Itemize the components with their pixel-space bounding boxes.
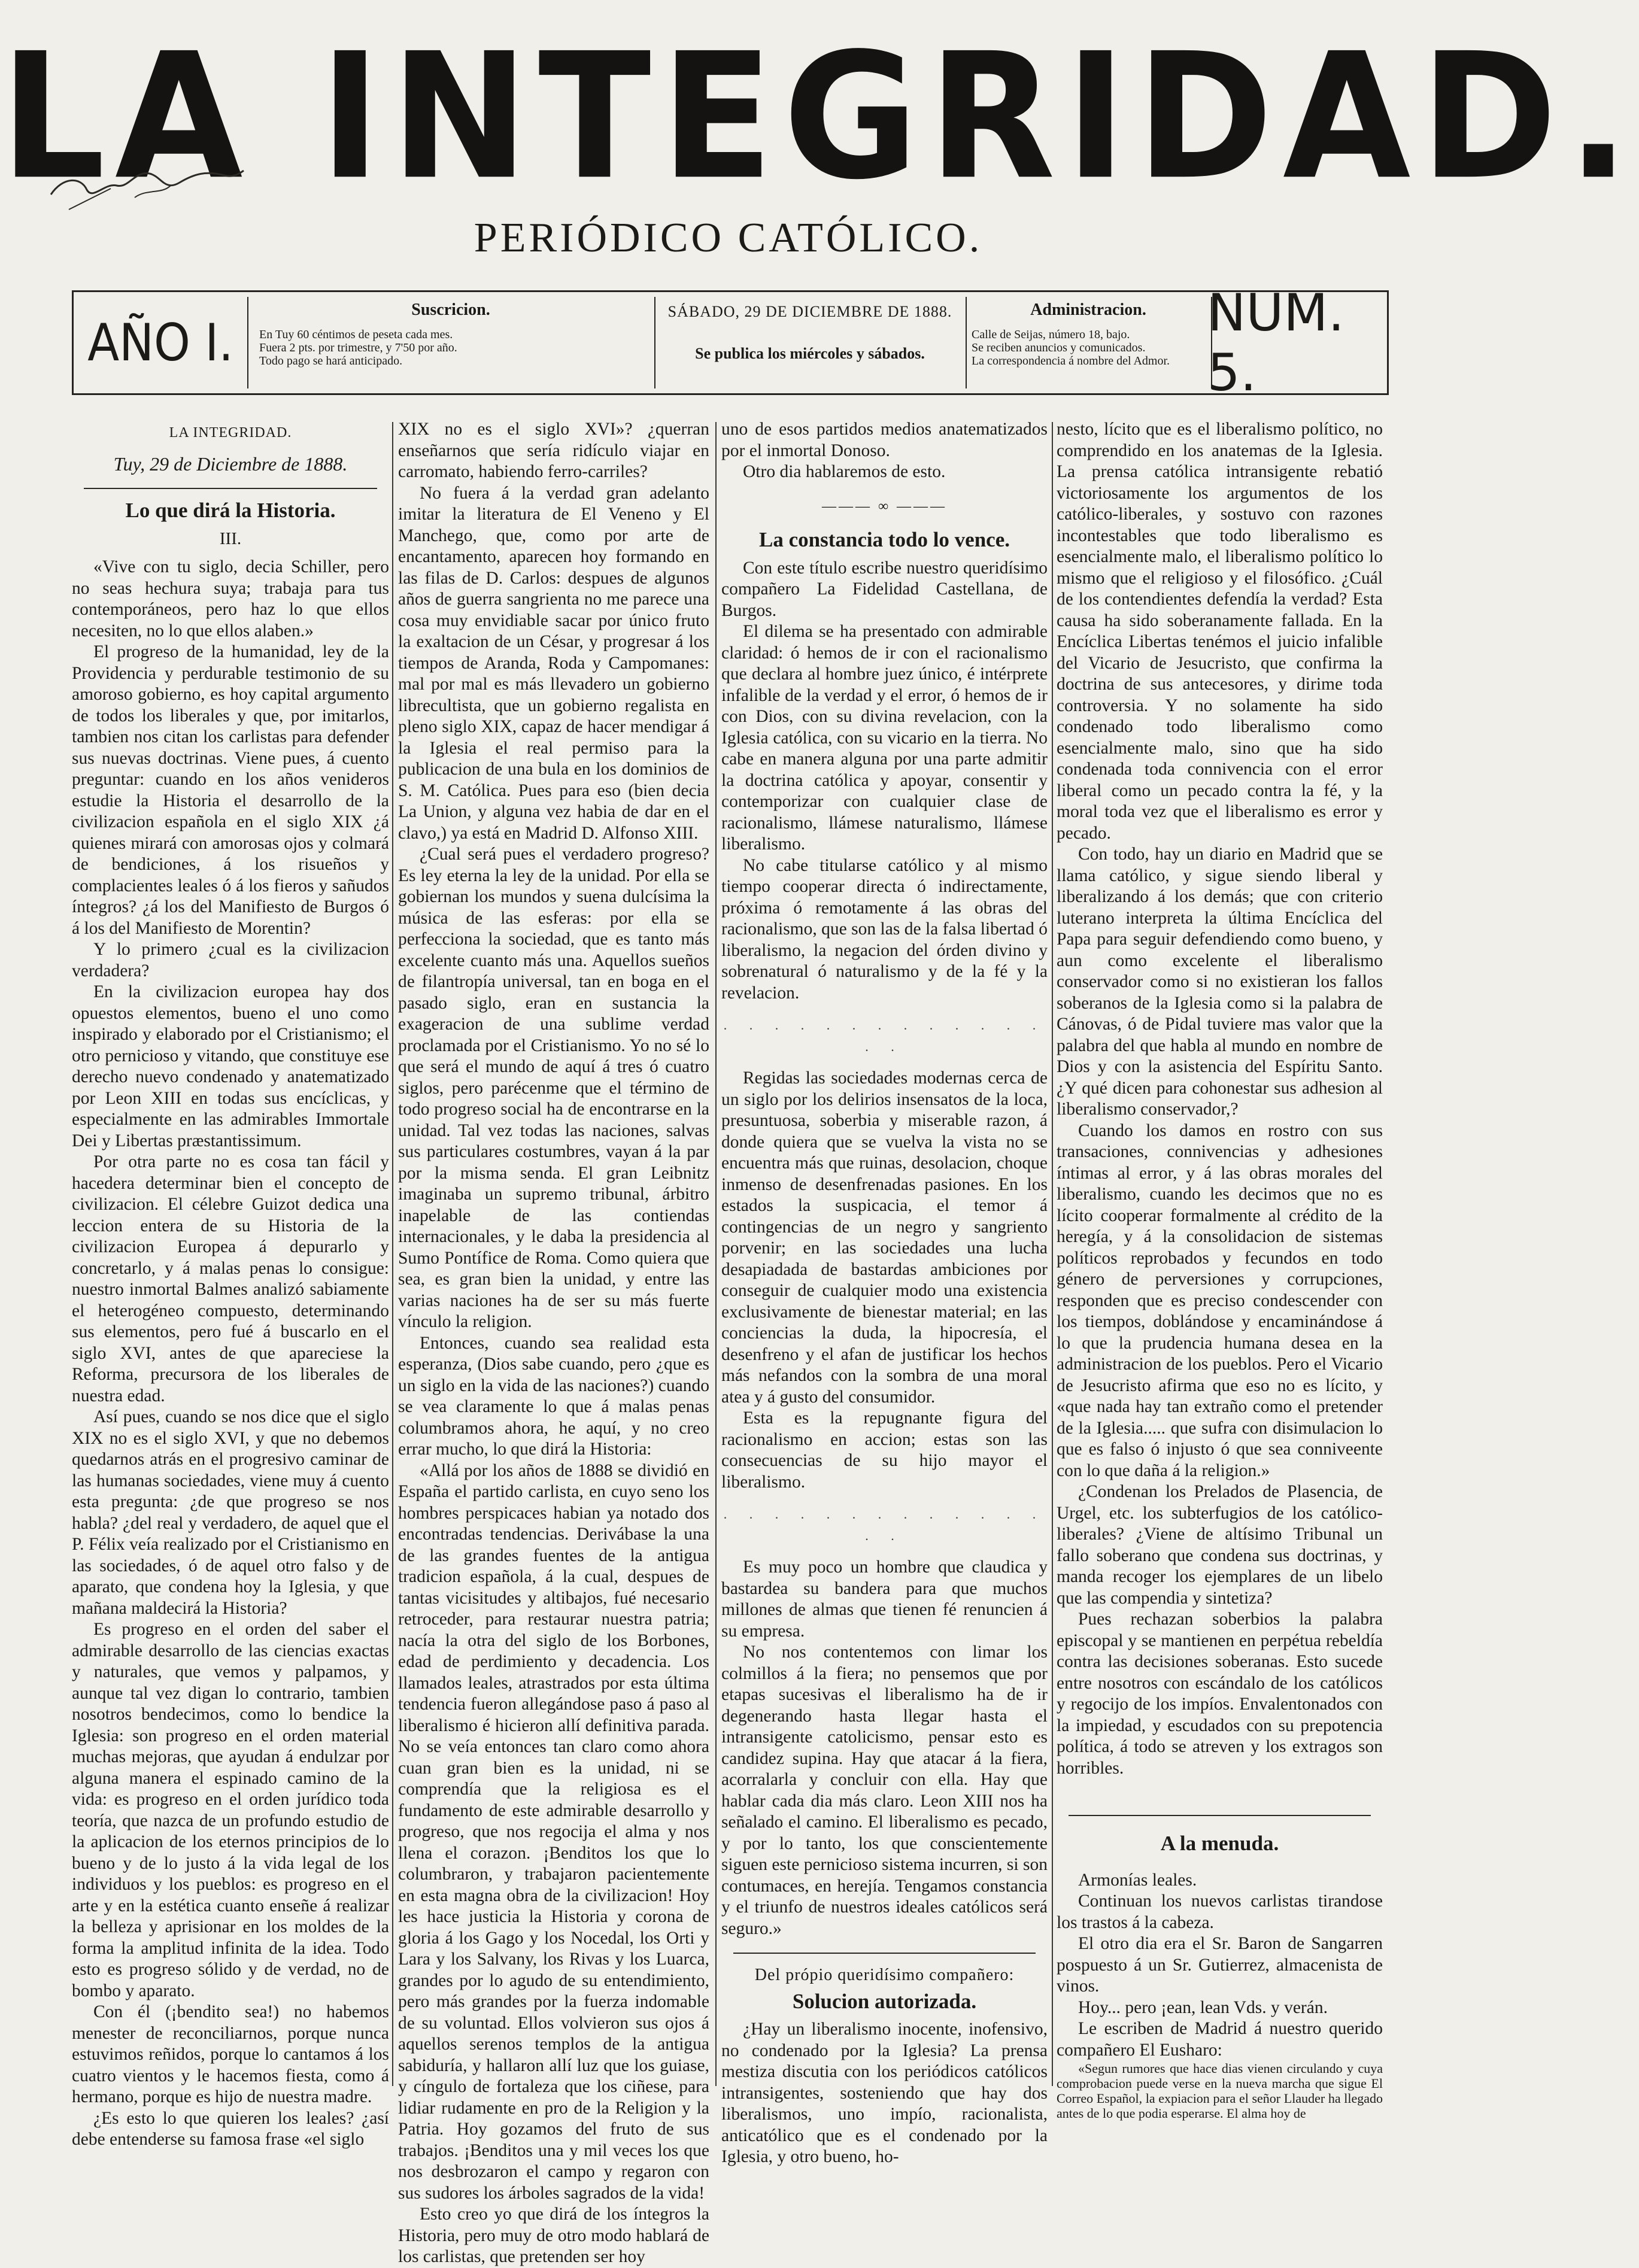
paragraph: Es muy poco un hombre que claudica y bastardea su bandera para que muchos millones de almas que tienen fé renuncien á su empresa.: [721, 1557, 1048, 1641]
dateline: Tuy, 29 de Diciembre de 1888.: [113, 453, 348, 475]
paragraph: Esto creo yo que dirá de los íntegros la Historia, pero muy de otro modo hablará de los carlistas, que pretenden ser hoy: [398, 2205, 709, 2266]
paragraph: No cabe titularse católico y al mismo tiempo cooperar directa ó indirectamente, próxima ó remotamente á las obras del racionalismo, que son las de la falsa libertad ó liberalismo, la negacion del órden divino y sobrenatural ó naturalismo y de la fé y la revelacion.: [721, 855, 1048, 1003]
ellipsis-divider: . . . . . . . . . . . . . . .: [723, 1018, 1046, 1054]
paragraph: Esta es la repugnante figura del racionalismo en accion; estas son las consecuencias de su hijo mayor el liberalismo.: [721, 1408, 1048, 1492]
administration-box: [966, 292, 1211, 393]
subscription-heading: Suscricion.: [411, 300, 490, 319]
column-2: [398, 419, 709, 2266]
column-rule: [715, 422, 717, 2086]
paragraph: El otro dia era el Sr. Baron de Sangarren pospuesto á un Sr. Gutierrez, almacenista de vinos.: [1057, 1934, 1383, 1996]
paragraph: ¿Cual será pues el verdadero progreso? Es ley eterna la ley de la unidad. Por ella se gobiernan los mundos y suena dulcísima la música de las esferas: por ella se perfecciona la sociedad, que es tanto más excelente cuanto más una. Aquellos sueños de filantropía universal, tan en boga en el pasado siglo, eran en sustancia la exageracion de una sublime verdad proclamada por el Cristianismo. Yo no sé lo que será el mundo de aquí á tres ó cuatro siglos, pero parécenme que el término de todo progreso social ha de encontrarse en la unidad. Tal vez todas las naciones, salvas sus particulares costumbres, vayan á la par por la misma senda. El gran Leibnitz imaginaba un supremo tribunal, árbitro inapelable de las contiendas internacionales, y le daba la presidencia al Sumo Pontífice de Roma. Como quiera que sea, es gran bien la unidad, y entre las varias naciones ha de ser su más fuerte vínculo la religion.: [398, 845, 709, 1331]
paragraph: Con este título escribe nuestro queridísimo compañero La Fidelidad Castellana, de Burgos.: [721, 558, 1048, 620]
separator: [733, 1953, 1036, 1954]
paragraph: Es progreso en el orden del saber el admirable desarrollo de las ciencias exactas y naturales, que vemos y palpamos, y aunque tal vez digan lo contrario, tambien nosotros bendecimos, como lo bendice la Iglesia: son progreso en el orden material muchas mejoras, que ayudan á endulzar por alguna manera el espinado camino de la vida: es progreso en el orden jurídico toda teoría, que nazca de un profundo estudio de la aplicacion de los eternos principios de lo bueno y de lo justo á la vida legal de los individuos y los pueblos: es progreso en el arte y en la estética cuanto enseñe á realizar la belleza y aprisionar en los moldes de la forma la amplitud infinita de la idea. Todo esto es progreso sólido y de verdad, no de bombo y aparato.: [72, 1620, 389, 2000]
paragraph: En la civilizacion europea hay dos opuestos elementos, bueno el uno como inspirado y elaborado por el Cristianismo; el otro pernicioso y vitando, que constituye ese derecho nuevo condenado y anatematizado por Leon XIII en todas sus encíclicas, y especialmente en las admirables Immortale Dei y Libertas præstantissimum.: [72, 982, 389, 1150]
separator: [84, 488, 377, 489]
paragraph: XIX no es el siglo XVI»? ¿querran enseñarnos que sería ridículo viajar en carromato, habiendo ferro-carriles?: [398, 420, 709, 481]
paragraph: Por otra parte no es cosa tan fácil y hacedera determinar bien el concepto de civilizacion. El célebre Guizot dedica una leccion entera de su Historia de la civilizacion Europea á depurarlo y concretarlo, y á malas penas lo consigue: nuestro inmortal Balmes analizó sabiamente el heterogéneo compuesto, determinando sus elementos, pero fué á buscarlo en el siglo XVI, antes de que apareciese la Reforma, precursora de los liberales de nuestra edad.: [72, 1152, 389, 1405]
article-title: Lo que dirá la Historia.: [125, 499, 336, 522]
paragraph: Otro dia hablaremos de esto.: [743, 462, 946, 481]
column-rule: [392, 422, 393, 2086]
paragraph: Hoy... pero ¡ean, lean Vds. y verán.: [1078, 1997, 1328, 2017]
paragraph: uno de esos partidos medios anatematizados por el inmortal Donoso.: [721, 420, 1048, 460]
paragraph: Le escriben de Madrid á nuestro querido compañero El Eusharo:: [1057, 2019, 1383, 2060]
article-title: A la menuda.: [1160, 1832, 1279, 1855]
column-rule: [1052, 422, 1053, 2086]
publication-days: Se publica los miércoles y sábados.: [695, 345, 925, 362]
issue-date: SÁBADO, 29 DE DICIEMBRE DE 1888.: [667, 303, 952, 320]
paragraph: Armonías leales.: [1078, 1870, 1197, 1890]
date-box: [654, 292, 966, 393]
paragraph: ¿Es esto lo que quieren los leales? ¿así debe entenderse su famosa frase «el siglo: [72, 2108, 389, 2149]
paragraph: Continuan los nuevos carlistas tirandose los trastos á la cabeza.: [1057, 1891, 1383, 1932]
administration-line: Se reciben anuncios y comunicados.: [972, 341, 1146, 354]
paragraph: Regidas las sociedades modernas cerca de un siglo por los delirios insensatos de la loca, presuntuosa, soberbia y miserable razon, á donde quiera que se vuelva la vista no se encuentra más que ruinas, desolacion, choque inmenso de desenfrenadas pasiones. En los estados la suspicacia, el temor á contingencias de un negro y sangriento porvenir; en las sociedades una lucha desapiadada de bastardas ambiciones por conseguir de cualquier modo una existencia exclusivamente de bienestar material; en las conciencias la duda, la hipocresía, el desenfreno y el afan de justificar los hechos más nefandos con la sombra de una moral atea y á gusto del consumidor.: [721, 1068, 1048, 1407]
paragraph: «Allá por los años de 1888 se dividió en España el partido carlista, en cuyo seno los hombres perspicaces habian ya notado dos encontradas tendencias. Derivábase la una de las grandes fuentes de la antigua tradicion española, á la cual, despues de tantas vicisitudes y altibajos, fué necesario retroceder, para restaurar nuestra patria; nacía la otra del siglo de los Borbones, edad de perdimiento y decadencia. Los llamados leales, atrastrados por esta última tendencia fueron allegándose paso á paso al liberalismo é hicieron allí definitiva parada. No se veía entonces tan claro como ahora cuan gran bien es la unidad, ni se comprendía que la religiosa es el fundamento de este admirable desarrollo y progreso, que nos regocija el alma y nos llena el corazon. ¡Benditos los que lo columbraron, y trabajaron pacientemente en esta magna obra de la civilizacion! Hoy les hace justicia la Historia y corona de gloria á los Gago y los Nocedal, los Orti y Lara y los Salvany, los Rivas y los Luarca, grandes por lo agudo de su entendimiento, pero más grandes por la fuerza indomable de su voluntad. Ellos volvieron sus ojos á aquellos serenos templos de la antigua sabiduría, y hallaron allí luz que los guiase, y cíngulo de fortaleza que los ciñese, para lidiar rudamente en pro de la Religion y la Patria. Hoy gozamos del fruto de sus trabajos. ¡Benditos una y mil veces los que nos desbrozaron el campo y regaron con sus sudores los árboles sagrados de la vida!: [398, 1461, 709, 2203]
subscription-line: Fuera 2 pts. por trimestre, y 7'50 por año.: [259, 341, 457, 354]
column-4: [1057, 419, 1383, 2121]
paragraph: Cuando los damos en rostro con sus transaciones, connivencias y adhesiones íntimas al error, y á las obras morales del liberalismo, cuando les decimos que no es lícito cooperar formalmente al crédito de la heregía, y á la consolidacion de sistemas políticos reprobados y fecundos en todo género de perversiones y corrupciones, responden que es preciso condescender con los tiempos, doblándose y encaminándose á lo que la prudencia humana desea en la administracion de los pueblos. Pero el Vicario de Jesucristo afirma que eso no es lícito, y «que nada hay tan extraño como el pretender de la Iglesia..... que sufra con disimulacion lo que es falso ó injusto ó que sea conniveente con lo que daña á la religion.»: [1057, 1121, 1383, 1480]
article-title: La constancia todo lo vence.: [758, 528, 1010, 551]
paragraph: El progreso de la humanidad, ley de la Providencia y perdurable testimonio de su amoroso gobierno, es hoy capital argumento de todos los liberales y que, por imitarlos, tambien nos citan los carlistas para defender sus nuevas doctrinas. Viene pues, á cuento preguntar: cuando en los años venideros estudie la Historia el desarrollo de la civilizacion española en el siglo XIX ¿á quienes mirará con amorosas ojos y colmará de bendiciones, á los risueños y complacientes leales ó á los fieros y sañudos íntegros? ¿á los del Manifiesto de Burgos ó á los del Manifiesto de Morentin?: [72, 642, 389, 938]
administration-line: Calle de Seijas, número 18, bajo.: [972, 328, 1130, 341]
handwritten-signature: [45, 153, 248, 218]
column-1: [72, 419, 389, 2149]
paragraph: El dilema se ha presentado con admirable claridad: ó hemos de ir con el racionalismo que declara al hombre juez único, é intérprete infalible de la verdad y el error, ó hemos de ir con Dios, con su divina revelacion, con la Iglesia católica, con su vicario en la tierra. No cabe en manera alguna por una parte admitir la doctrina católica y apoyar, consentir y contemporizar con cualquier clase de racionalismo, llámese naturalismo, llámese liberalismo.: [721, 622, 1048, 854]
paragraph: No nos contentemos con limar los colmillos á la fiera; no pensemos que por etapas sucesivas el liberalismo ha de ir degenerando hasta llegar hasta el intransigente catolicismo, pensar esto es candidez supina. Hay que atacar á la fiera, acorralarla y concluir con ella. Hay que hablar cada dia más claro. Leon XIII nos ha señalado el camino. El liberalismo es pecado, y por lo tanto, los que conscientemente siguen este pernicioso sistema incurren, si son contumaces, en herejía. Tengamos constancia y el triunfo de nuestros ideales católicos será seguro.»: [721, 1642, 1048, 1938]
paragraph: Con todo, hay un diario en Madrid que se llama católico, y sigue siendo liberal y liberalizando á los demás; que con criterio luterano interpreta la última Encíclica del Papa para seguir defendiendo como bueno, y aun como excelente el liberalismo conservador como si no existieran los fallos soberanos de la Iglesia como si la palabra de Cánovas, ó de Pidal tuviere mas valor que la palabra del que habla al mundo en nombre de Dios y con la asistencia del Espíritu Santo. ¿Y qué dicen para cohonestar sus adhesion al liberalismo conservador,?: [1057, 845, 1383, 1119]
subscription-line: En Tuy 60 céntimos de peseta cada mes.: [259, 328, 453, 341]
ornament-divider: ——— ∞ ———: [821, 498, 948, 514]
administration-line: La correspondencia á nombre del Admor.: [972, 354, 1170, 368]
section-paper-name: LA INTEGRIDAD.: [169, 425, 292, 441]
fine-print-paragraph: «Segun rumores que hace dias vienen circulando y cuya comprobacion puede verse en la nueva marcha que sigue El Correo Español, la expiacion para el señor Llauder ha llegado antes de lo que podia esperarse. El alma hoy de: [1057, 2061, 1383, 2121]
ellipsis-divider: . . . . . . . . . . . . . . .: [723, 1507, 1046, 1543]
separator: [1069, 1815, 1371, 1816]
paragraph: nesto, lícito que es el liberalismo político, no comprendido en los anatemas de la Iglesia. La prensa católica intransigente rebatió victoriosamente los argumentos de los católico-liberales, y sostuvo con razones incontestables que todo liberalismo es esencialmente malo, el liberalismo político lo mismo que el religioso y el filosófico. ¿Cuál de los contendientes defendía la verdad? Esta causa ha sido soberanamente fallada. En la Encíclica Libertas tenémos el juicio infalible del Vicario de Jesucristo, que confirma la doctrina de sus antecesores, y dirime toda controversia. Y no solamente ha sido condenado todo liberalismo como esencialmente malo, sino que ha sido condenada toda connivencia con el error liberal como un pecado contra la fé, y la moral toda vez que el liberalismo es error y pecado.: [1057, 420, 1383, 843]
info-bar: [72, 283, 1389, 403]
administration-heading: Administracion.: [1030, 300, 1146, 319]
paragraph: ¿Condenan los Prelados de Plasencia, de Urgel, etc. los subterfugios de los católico-liberales? ¿Viene de altísimo Tribunal un fallo soberano que condena sus doctrinas, y manda recoger los ejemplares de un libelo que las compendia y sintetiza?: [1057, 1482, 1383, 1608]
paragraph: Entonces, cuando sea realidad esta esperanza, (Dios sabe cuando, pero ¿que es un siglo en la vida de las naciones?) cuando se vea claramente lo que á malas penas columbramos ahora, he aquí, y no creo errar mucho, lo que dirá la Historia:: [398, 1333, 709, 1459]
paragraph: No fuera á la verdad gran adelanto imitar la literatura de El Veneno y El Manchego, que, como por arte de encantamento, aparecen hoy formando en las filas de D. Carlos: despues de algunos años de guerra sangrienta no me parece una cosa muy envidiable sacar por único fruto la exaltacion de un César, y progresar á los tiempos de Aranda, Roda y Campomanes: mal por mal es más llevadero un gobierno librecultista, que un gobierno regalista en pleno siglo XIX, capaz de hacer mendigar á la Iglesia el real permiso para la publicacion de una bula en los dominios de S. M. Católica. Pues para eso (bien decia La Union, y alguna vez habia de dar en el clavo,) ya está en Madrid D. Alfonso XIII.: [398, 483, 709, 843]
paragraph: «Vive con tu siglo, decia Schiller, pero no seas hechura suya; trabaja para tus contemporáneos, pero haz lo que ellos necesiten, no lo que ellos alaben.»: [72, 557, 389, 640]
intro-line: Del própio queridísimo compañero:: [754, 1966, 1015, 1984]
subscription-box: [247, 292, 654, 393]
paragraph: Con él (¡bendito sea!) no habemos menester de reconciliarnos, porque nunca estuvimos reñidos, porque lo cantamos á los cuatro vientos y le hacemos fiesta, como á hermano, porque es hijo de nuestra madre.: [72, 2002, 389, 2106]
subscription-line: Todo pago se hará anticipado.: [259, 354, 403, 368]
issue-number: NUM. 5.: [1207, 283, 1344, 403]
column-3: [721, 419, 1048, 2166]
paragraph: ¿Hay un liberalismo inocente, inofensivo, no condenado por la Iglesia? La prensa mestiza discutia con los periódicos católicos intransigentes, sosteniendo que hay dos liberalismos, uno impío, racionalista, anticatólico que es el condenado por la Iglesia, y otro bueno, ho-: [721, 2020, 1048, 2166]
article-title: Solucion autorizada.: [792, 1989, 977, 2013]
newspaper-subtitle: PERIÓDICO CATÓLICO.: [474, 215, 983, 261]
year-label: AÑO I.: [87, 312, 233, 373]
paragraph: Y lo primero ¿cual es la civilizacion verdadera?: [72, 940, 389, 980]
newspaper-title: LA INTEGRIDAD.: [0, 16, 1639, 218]
paragraph: Pues rechazan soberbios la palabra episcopal y se mantienen en perpétua rebeldía contra las decisiones soberanas. Esto sucede entre nosotros con escándalo de los católicos y regocijo de los impíos. Envalentonados con la impiedad, y escudados con su prepotencia política, á todo se atreven y los extragos son horribles.: [1057, 1610, 1383, 1778]
paragraph: Así pues, cuando se nos dice que el siglo XIX no es el siglo XVI, y que no debemos quedarnos atrás en el progresivo caminar de las humanas sociedades, viene muy á cuento esta pregunta: ¿de que progreso se nos habla? ¿del real y verdadero, de aquel que el P. Félix veía realizado por el Cristianismo en las sociedades, ó de aquel otro falso y de aparato, que condena hoy la Iglesia, y que mañana maldecirá la Historia?: [72, 1407, 389, 1618]
article-part: III.: [219, 529, 242, 548]
